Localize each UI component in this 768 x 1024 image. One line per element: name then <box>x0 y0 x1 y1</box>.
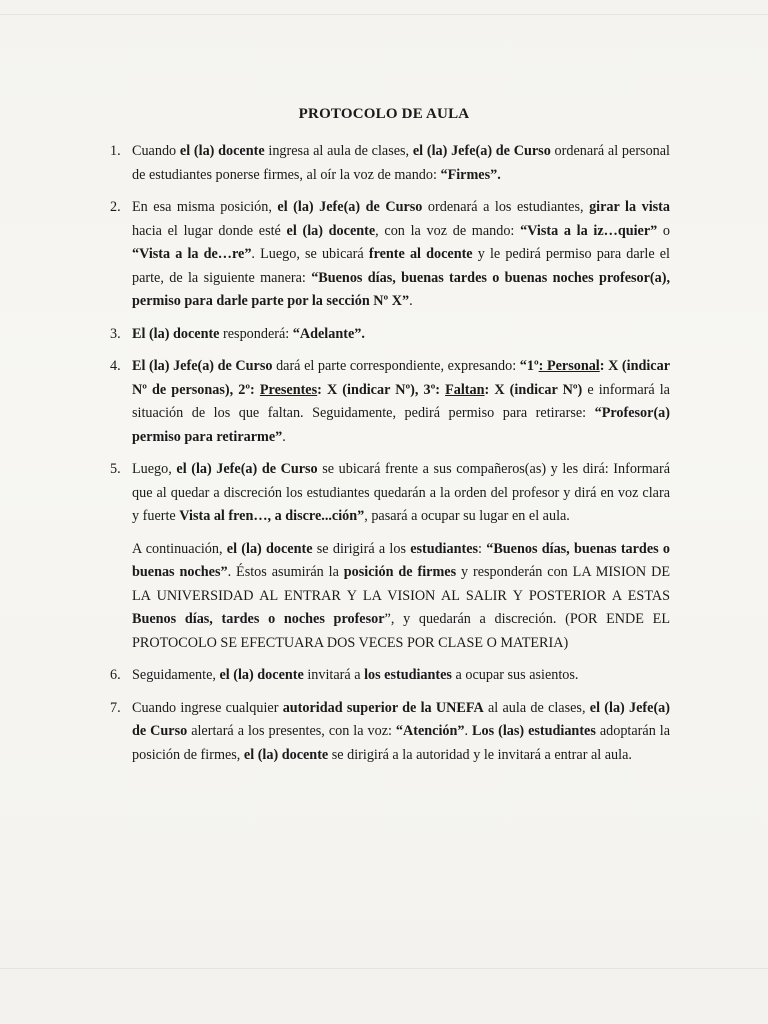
text-run: frente al docente <box>368 246 473 262</box>
text-run: “Adelante”. <box>292 325 365 342</box>
item-text <box>132 458 670 529</box>
text-run: adoptarán la posición de firmes, <box>132 723 671 763</box>
text-run: los estudiantes <box>364 667 452 683</box>
item-number: 4. <box>110 358 121 374</box>
text-run: o <box>657 222 671 239</box>
item-number: 3. <box>110 325 121 342</box>
text-run: se ubicará frente a sus compañeros(as) y les dirá: Informará que al quedar a discreción los estudiantes quedarán a la orden del profesor y dirá en voz clara y fuerte <box>132 461 670 524</box>
text-run: “Buenos días, buenas tardes o buenas noches” <box>132 540 670 580</box>
item-text <box>132 664 670 688</box>
text-run: “1º <box>519 358 539 374</box>
item-text <box>132 355 670 449</box>
text-run: estudiantes <box>410 540 479 557</box>
page-title: PROTOCOLO DE AULA <box>298 106 470 122</box>
text-run: Cuando ingrese cualquier <box>132 699 283 716</box>
text-run: el (la) Jefe(a) de Curso <box>277 199 423 215</box>
text-run: el (la) docente <box>286 222 376 239</box>
text-run: : Personal <box>538 358 600 374</box>
scan-artifact-line <box>0 14 768 15</box>
text-run: autoridad superior de la UNEFA <box>282 699 484 716</box>
item-number: 7. <box>110 699 121 716</box>
scan-artifact-line <box>0 968 768 969</box>
text-run: y le pedirá permiso para darle el parte, de la siguiente manera: <box>132 246 670 286</box>
list-item <box>110 196 670 314</box>
text-run: Vista al fren…, a discre...ción” <box>179 508 365 524</box>
item-number: 2. <box>110 199 121 215</box>
text-run: ordenará a los estudiantes, <box>422 199 590 215</box>
item-text <box>132 323 670 347</box>
text-run: 2º: <box>238 381 260 398</box>
text-run: En esa misma posición, <box>132 199 278 215</box>
text-run: hacia el lugar donde esté <box>132 222 287 239</box>
text-run: se dirigirá a los <box>312 540 411 557</box>
text-run: e informará la situación de los que faltan. Seguidamente, pedirá permiso para retirarse: <box>132 381 670 421</box>
text-run: : X (indicar Nº de personas), <box>132 358 670 398</box>
text-run: dará el parte correspondiente, expresando: <box>272 358 520 374</box>
text-run: el (la) Jefe(a) de Curso <box>132 699 670 739</box>
text-run: “Vista a la de…re” <box>132 246 252 262</box>
list-item <box>110 140 670 187</box>
list-item <box>110 664 670 688</box>
item-text <box>132 196 670 314</box>
text-run: docente <box>169 325 220 342</box>
text-run: “Vista a la iz…quier” <box>520 222 658 239</box>
text-run: 3º: <box>423 381 446 398</box>
text-run: : <box>478 540 487 557</box>
text-run: : X (indicar Nº), <box>317 381 419 398</box>
text-run: responderá: <box>219 325 293 342</box>
text-run: . Luego, se ubicará <box>251 246 369 262</box>
text-run: A continuación, <box>132 540 227 557</box>
text-run: . <box>464 723 473 739</box>
text-run: ingresa al aula de clases, <box>264 143 413 159</box>
text-run: el (la) Jefe(a) de Curso <box>176 461 318 477</box>
text-run: el (la) docente <box>243 746 329 763</box>
item-number: 6. <box>110 667 121 683</box>
text-run: , pasará a ocupar su lugar en el aula. <box>364 508 570 524</box>
text-run: a ocupar sus asientos. <box>451 667 579 683</box>
text-run: . Éstos asumirán la <box>227 564 344 580</box>
text-run: Seguidamente, <box>132 667 220 683</box>
protocol-list <box>110 140 670 776</box>
item-number: 5. <box>110 461 121 477</box>
list-item <box>110 697 670 768</box>
text-run: al aula de clases, <box>483 699 590 716</box>
list-item <box>110 355 670 449</box>
text-run: Buenos días, tardes o noches profesor <box>132 611 385 627</box>
item-number: 1. <box>110 143 121 159</box>
text-run: Los (las) estudiantes <box>472 723 596 739</box>
text-run: ”, y quedarán a discreción. (POR ENDE EL PROTOCOLO SE EFECTUARA DOS VECES POR CLASE O MATERIA) <box>132 611 670 651</box>
text-run: “Firmes”. <box>440 166 501 183</box>
text-run: invitará a <box>303 667 365 683</box>
text-run: posición de firmes <box>343 564 457 580</box>
text-run: . <box>282 428 286 445</box>
text-run: el (la) Jefe(a) de Curso <box>412 143 551 159</box>
text-run: Faltan <box>445 381 485 398</box>
item-text <box>132 140 670 187</box>
text-run: Luego, <box>132 461 177 477</box>
text-run: Presentes <box>259 381 318 398</box>
text-run: : X (indicar Nº) <box>484 381 583 398</box>
text-run: alertará a los presentes, con la voz: <box>187 723 396 739</box>
text-run: Cuando <box>132 143 180 159</box>
text-run: el (la) docente <box>179 143 265 159</box>
text-run: se dirigirá a la autoridad y le invitará a entrar al aula. <box>328 746 632 763</box>
list-item <box>110 323 670 347</box>
text-run: “Atención” <box>395 723 465 739</box>
text-run: El (la) Jefe(a) de Curso <box>132 358 273 374</box>
text-run: ordenará al personal de estudiantes ponerse firmes, al oír la voz de mando: <box>132 143 670 183</box>
text-run: el (la) docente <box>226 540 313 557</box>
text-run: “Buenos días, buenas tardes o buenas noches profesor(a), permiso para darle parte por la sección Nº X” <box>132 269 670 309</box>
list-item <box>110 458 670 529</box>
continuation-paragraph <box>132 538 670 656</box>
text-run: el (la) docente <box>219 667 304 683</box>
text-run: girar la vista <box>589 199 670 215</box>
text-run: , con la voz de mando: <box>375 222 521 239</box>
text-run: “Profesor(a) permiso para retirarme” <box>132 405 670 445</box>
item-text <box>132 697 670 768</box>
text-run: . <box>409 293 413 309</box>
text-run: El (la) <box>132 325 170 342</box>
text-run: y responderán con LA MISION DE LA UNIVERSIDAD AL ENTRAR Y LA VISION AL SALIR Y POSTERIOR A ESTAS <box>132 564 670 604</box>
